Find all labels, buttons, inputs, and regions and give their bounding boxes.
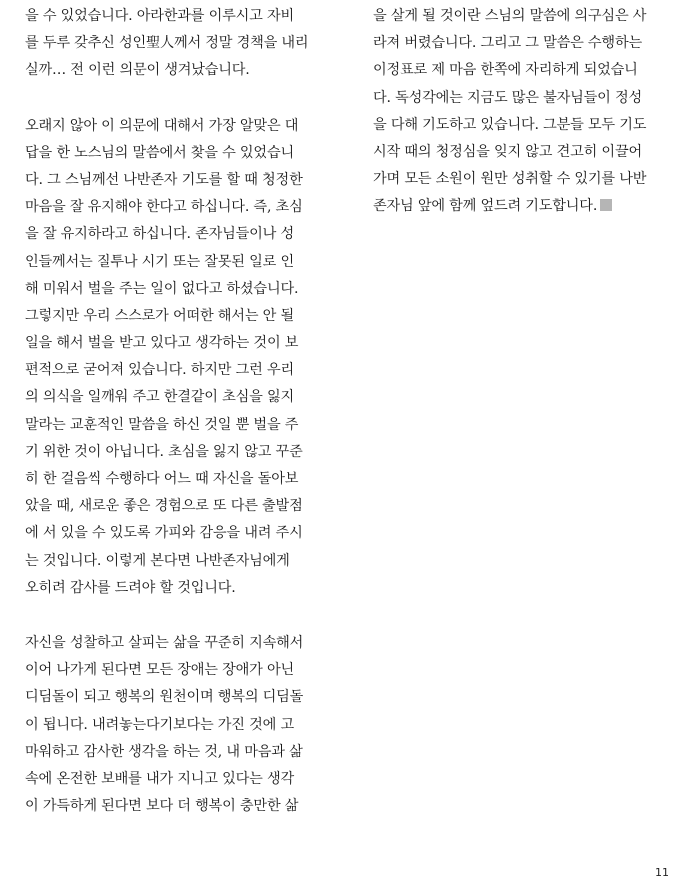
- text-line: 일을 해서 벌을 받고 있다고 생각하는 것이 보: [25, 335, 299, 352]
- text-line: 다. 독성각에는 지금도 많은 불자님들이 정성: [373, 89, 642, 106]
- text-line: 를 두루 갖추신 성인聖人께서 정말 경책을 내리: [25, 35, 309, 52]
- text-line: 오히려 감사를 드려야 할 것입니다.: [25, 579, 236, 596]
- paragraph-gap: [25, 85, 325, 113]
- left-column: [25, 3, 325, 820]
- text-line: 마음을 잘 유지해야 한다고 하십니다. 즉, 초심: [25, 199, 303, 216]
- text-line: 말라는 교훈적인 말씀을 하신 것일 뿐 벌을 주: [25, 416, 299, 433]
- text-line: 시작 때의 청정심을 잊지 않고 견고히 이끌어: [373, 143, 642, 160]
- text-line: 에 서 있을 수 있도록 가피와 감응을 내려 주시: [25, 525, 303, 542]
- text-line: 오래지 않아 이 의문에 대해서 가장 알맞은 대: [25, 117, 299, 134]
- text-line: 해 미워서 벌을 주는 일이 없다고 하셨습니다.: [25, 280, 299, 297]
- text-line: 이정표로 제 마음 한쪽에 자리하게 되었습니: [373, 62, 638, 79]
- text-line: 을 다해 기도하고 있습니다. 그분들 모두 기도: [373, 116, 647, 133]
- text-line: 디딤돌이 되고 행복의 원천이며 행복의 디딤돌: [25, 689, 304, 706]
- paragraph-2: [25, 113, 325, 602]
- text-line: 을 수 있었습니다. 아라한과를 이루시고 자비: [25, 8, 294, 24]
- last-line-text: 존자님 앞에 함께 엎드려 기도합니다.: [373, 198, 598, 215]
- text-line: 실까… 전 이런 의문이 생겨났습니다.: [25, 62, 250, 79]
- paragraph-4: [373, 3, 673, 221]
- end-of-article-mark: [600, 199, 612, 211]
- paragraph-3: [25, 630, 325, 820]
- text-line: 마워하고 감사한 생각을 하는 것, 내 마음과 삶: [25, 743, 303, 760]
- text-line: 인들께서는 질투나 시기 또는 잘못된 일로 인: [25, 253, 294, 270]
- paragraph-1: [25, 3, 325, 85]
- text-line: 속에 온전한 보배를 내가 지니고 있다는 생각: [25, 770, 294, 787]
- text-line: 는 것입니다. 이렇게 본다면 나반존자님에게: [25, 552, 290, 569]
- page-number: 11: [655, 866, 669, 879]
- text-line: 편적으로 굳어져 있습니다. 하지만 그런 우리: [25, 362, 294, 379]
- text-line: 이 됩니다. 내려놓는다기보다는 가진 것에 고: [25, 716, 294, 733]
- text-line: 자신을 성찰하고 살피는 삶을 꾸준히 지속해서: [25, 634, 304, 651]
- text-line: 이 가득하게 된다면 보다 더 행복이 충만한 삶: [25, 798, 299, 815]
- text-line: 이어 나가게 된다면 모든 장애는 장애가 아닌: [25, 662, 294, 679]
- text-line: 히 한 걸음씩 수행하다 어느 때 자신을 돌아보: [25, 471, 299, 487]
- text-line: 그렇지만 우리 스스로가 어떠한 해서는 안 될: [25, 307, 294, 324]
- right-column: [373, 3, 673, 221]
- text-line: 을 잘 유지하라고 하십니다. 존자님들이나 성: [25, 226, 294, 243]
- text-line: 기 위한 것이 아닙니다. 초심을 잃지 않고 꾸준: [25, 443, 303, 460]
- last-text-line: [373, 193, 673, 220]
- paragraph-gap: [25, 602, 325, 630]
- text-line: 았을 때, 새로운 좋은 경험으로 또 다른 출발점: [25, 498, 303, 515]
- text-line: 을 살게 될 것이란 스님의 말씀에 의구심은 사: [373, 8, 647, 24]
- text-line: 라져 버렸습니다. 그리고 그 말씀은 수행하는: [373, 35, 642, 52]
- text-line: 의 의식을 일깨워 주고 한결같이 초심을 잃지: [25, 389, 294, 406]
- text-line: 가며 모든 소원이 원만 성취할 수 있기를 나반: [373, 171, 647, 188]
- text-line: 다. 그 스님께선 나반존자 기도를 할 때 청정한: [25, 171, 303, 188]
- text-line: 답을 한 노스님의 말씀에서 찾을 수 있었습니: [25, 144, 294, 161]
